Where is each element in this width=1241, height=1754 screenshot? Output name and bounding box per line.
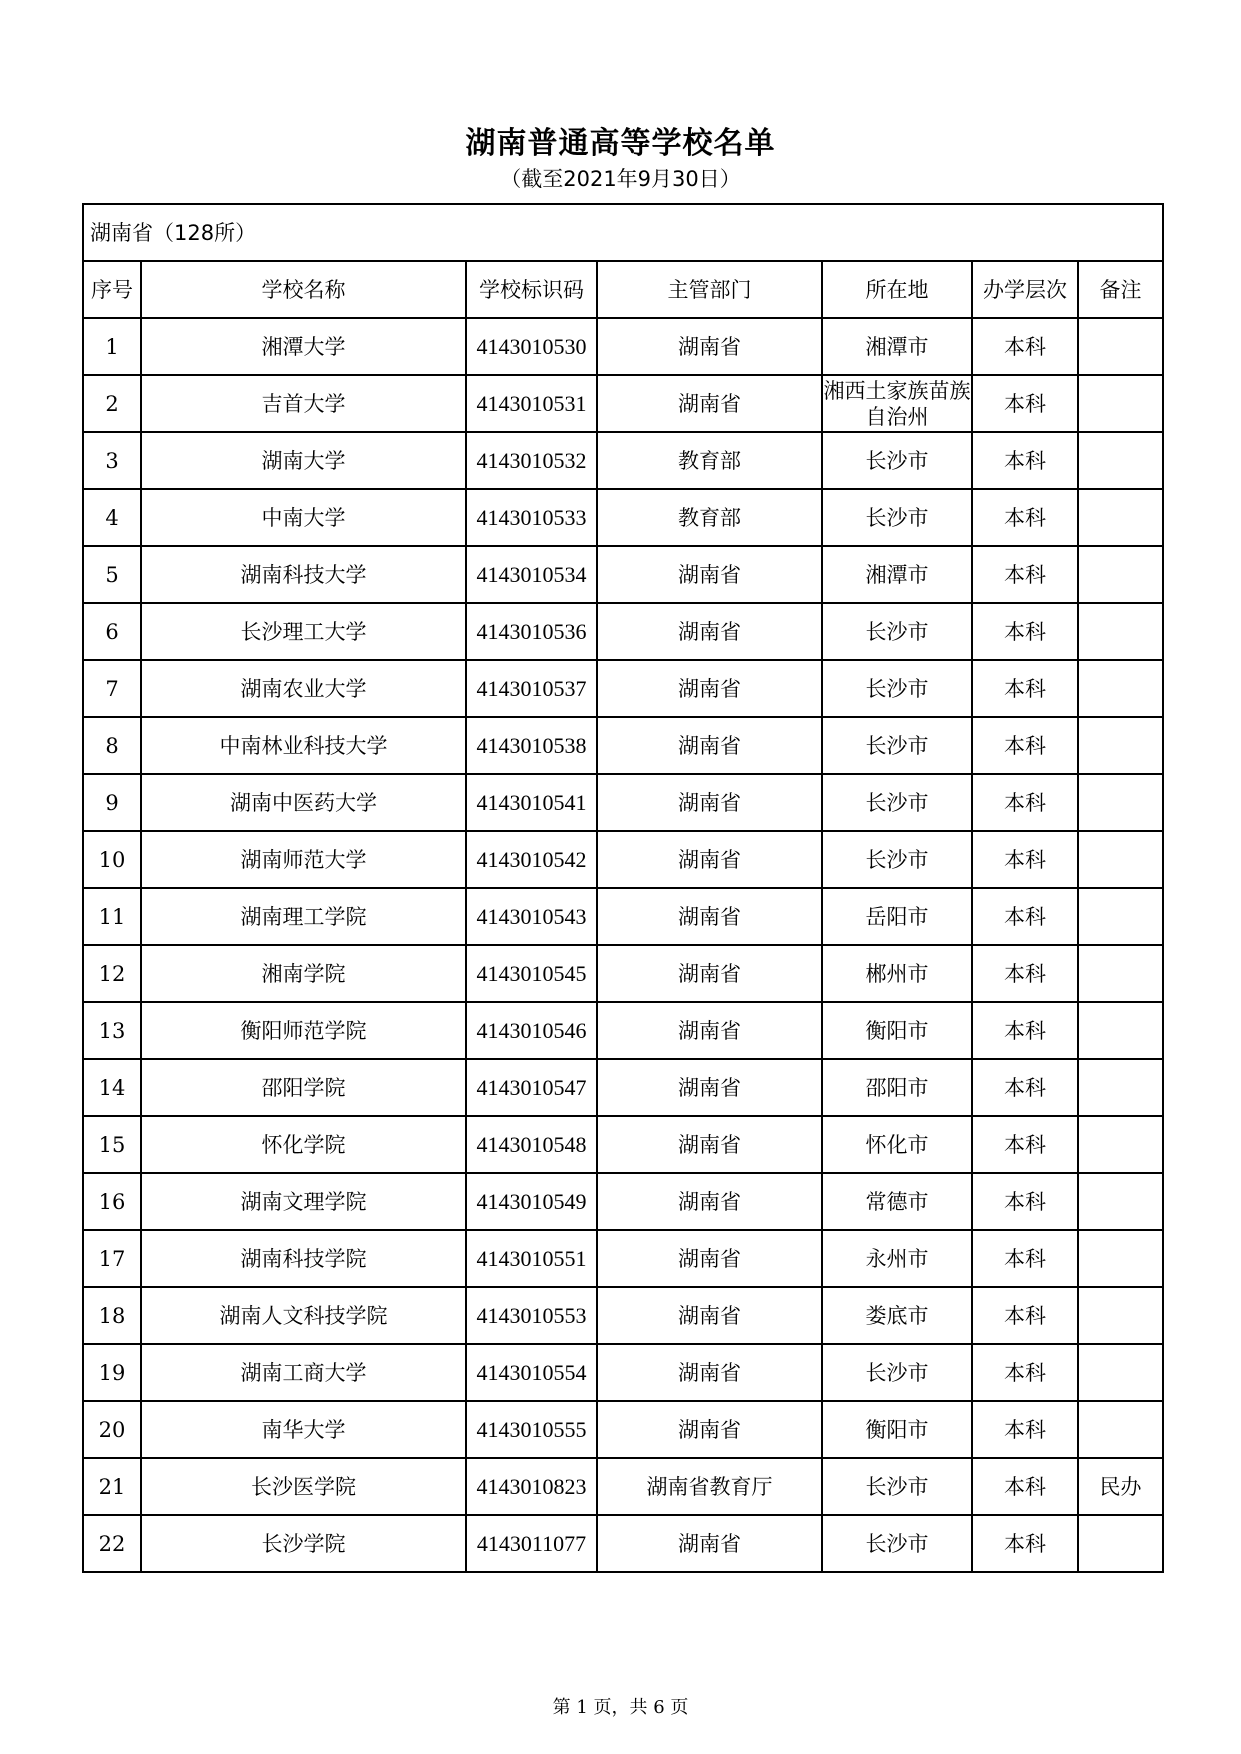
school-name-cell: 湖南工商大学 bbox=[141, 1344, 466, 1401]
location-cell: 湘潭市 bbox=[822, 546, 972, 603]
row-index-cell: 18 bbox=[83, 1287, 141, 1344]
department-cell: 湖南省 bbox=[597, 1401, 822, 1458]
row-index-cell: 13 bbox=[83, 1002, 141, 1059]
page-footer: 第 1 页，共 6 页 bbox=[552, 1697, 689, 1718]
department-cell: 湖南省 bbox=[597, 1002, 822, 1059]
level-cell: 本科 bbox=[972, 1116, 1078, 1173]
table-body bbox=[83, 318, 1163, 1572]
level-cell: 本科 bbox=[972, 660, 1078, 717]
level-cell: 本科 bbox=[972, 432, 1078, 489]
table-row bbox=[83, 774, 1163, 831]
remarks-cell bbox=[1078, 1344, 1163, 1401]
remarks-cell bbox=[1078, 546, 1163, 603]
level-cell: 本科 bbox=[972, 1002, 1078, 1059]
department-cell: 湖南省 bbox=[597, 1287, 822, 1344]
row-index-cell: 19 bbox=[83, 1344, 141, 1401]
department-cell: 湖南省 bbox=[597, 1173, 822, 1230]
location-cell: 长沙市 bbox=[822, 831, 972, 888]
school-code-cell: 4143010533 bbox=[466, 489, 597, 546]
remarks-cell bbox=[1078, 660, 1163, 717]
level-cell: 本科 bbox=[972, 1287, 1078, 1344]
location-cell: 长沙市 bbox=[822, 1344, 972, 1401]
school-code-cell: 4143010530 bbox=[466, 318, 597, 375]
level-cell: 本科 bbox=[972, 717, 1078, 774]
department-cell: 湖南省 bbox=[597, 1116, 822, 1173]
province-row bbox=[83, 204, 1163, 261]
school-name-cell: 中南林业科技大学 bbox=[141, 717, 466, 774]
department-cell: 教育部 bbox=[597, 432, 822, 489]
school-name-cell: 邵阳学院 bbox=[141, 1059, 466, 1116]
table-row bbox=[83, 945, 1163, 1002]
row-index-cell: 15 bbox=[83, 1116, 141, 1173]
location-cell: 湘西土家族苗族自治州 bbox=[822, 375, 972, 432]
school-name-cell: 长沙医学院 bbox=[141, 1458, 466, 1515]
location-cell: 长沙市 bbox=[822, 717, 972, 774]
school-code-cell: 4143010538 bbox=[466, 717, 597, 774]
table-row bbox=[83, 603, 1163, 660]
table-row bbox=[83, 375, 1163, 432]
school-code-cell: 4143011077 bbox=[466, 1515, 597, 1572]
school-name-cell: 湖南科技学院 bbox=[141, 1230, 466, 1287]
location-cell: 永州市 bbox=[822, 1230, 972, 1287]
school-code-cell: 4143010554 bbox=[466, 1344, 597, 1401]
row-index-cell: 20 bbox=[83, 1401, 141, 1458]
school-code-cell: 4143010548 bbox=[466, 1116, 597, 1173]
location-cell: 怀化市 bbox=[822, 1116, 972, 1173]
row-index-cell: 11 bbox=[83, 888, 141, 945]
department-cell: 教育部 bbox=[597, 489, 822, 546]
school-code-cell: 4143010555 bbox=[466, 1401, 597, 1458]
school-code-cell: 4143010549 bbox=[466, 1173, 597, 1230]
department-cell: 湖南省 bbox=[597, 888, 822, 945]
table-row bbox=[83, 318, 1163, 375]
level-cell: 本科 bbox=[972, 546, 1078, 603]
department-cell: 湖南省 bbox=[597, 603, 822, 660]
row-index-cell: 3 bbox=[83, 432, 141, 489]
row-index-cell: 4 bbox=[83, 489, 141, 546]
remarks-cell bbox=[1078, 774, 1163, 831]
remarks-cell bbox=[1078, 945, 1163, 1002]
table-row bbox=[83, 831, 1163, 888]
department-cell: 湖南省 bbox=[597, 1515, 822, 1572]
remarks-cell bbox=[1078, 717, 1163, 774]
table-row bbox=[83, 660, 1163, 717]
column-header-department: 主管部门 bbox=[597, 261, 822, 318]
school-name-cell: 湖南文理学院 bbox=[141, 1173, 466, 1230]
department-cell: 湖南省 bbox=[597, 318, 822, 375]
school-name-cell: 吉首大学 bbox=[141, 375, 466, 432]
school-name-cell: 南华大学 bbox=[141, 1401, 466, 1458]
location-cell: 长沙市 bbox=[822, 774, 972, 831]
row-index-cell: 17 bbox=[83, 1230, 141, 1287]
row-index-cell: 9 bbox=[83, 774, 141, 831]
row-index-cell: 14 bbox=[83, 1059, 141, 1116]
school-code-cell: 4143010536 bbox=[466, 603, 597, 660]
row-index-cell: 22 bbox=[83, 1515, 141, 1572]
location-cell: 长沙市 bbox=[822, 489, 972, 546]
level-cell: 本科 bbox=[972, 1515, 1078, 1572]
department-cell: 湖南省教育厅 bbox=[597, 1458, 822, 1515]
school-name-cell: 中南大学 bbox=[141, 489, 466, 546]
remarks-cell bbox=[1078, 375, 1163, 432]
table-row bbox=[83, 1401, 1163, 1458]
department-cell: 湖南省 bbox=[597, 660, 822, 717]
school-name-cell: 湘南学院 bbox=[141, 945, 466, 1002]
department-cell: 湖南省 bbox=[597, 1344, 822, 1401]
school-code-cell: 4143010547 bbox=[466, 1059, 597, 1116]
document-title: 湖南普通高等学校名单 bbox=[465, 126, 776, 161]
school-code-cell: 4143010537 bbox=[466, 660, 597, 717]
table-row bbox=[83, 1173, 1163, 1230]
level-cell: 本科 bbox=[972, 1059, 1078, 1116]
column-header-level: 办学层次 bbox=[972, 261, 1078, 318]
school-name-cell: 衡阳师范学院 bbox=[141, 1002, 466, 1059]
department-cell: 湖南省 bbox=[597, 1059, 822, 1116]
row-index-cell: 16 bbox=[83, 1173, 141, 1230]
department-cell: 湖南省 bbox=[597, 1230, 822, 1287]
remarks-cell bbox=[1078, 1287, 1163, 1344]
remarks-cell bbox=[1078, 1230, 1163, 1287]
row-index-cell: 1 bbox=[83, 318, 141, 375]
table-row bbox=[83, 1116, 1163, 1173]
level-cell: 本科 bbox=[972, 375, 1078, 432]
school-code-cell: 4143010532 bbox=[466, 432, 597, 489]
location-cell: 长沙市 bbox=[822, 1515, 972, 1572]
school-code-cell: 4143010534 bbox=[466, 546, 597, 603]
remarks-cell bbox=[1078, 318, 1163, 375]
location-cell: 郴州市 bbox=[822, 945, 972, 1002]
remarks-cell bbox=[1078, 1173, 1163, 1230]
department-cell: 湖南省 bbox=[597, 945, 822, 1002]
document-subtitle: （截至2021年9月30日） bbox=[500, 167, 741, 191]
school-code-cell: 4143010553 bbox=[466, 1287, 597, 1344]
school-code-cell: 4143010551 bbox=[466, 1230, 597, 1287]
location-cell: 湘潭市 bbox=[822, 318, 972, 375]
department-cell: 湖南省 bbox=[597, 831, 822, 888]
row-index-cell: 10 bbox=[83, 831, 141, 888]
table-row bbox=[83, 717, 1163, 774]
level-cell: 本科 bbox=[972, 1173, 1078, 1230]
school-name-cell: 湖南科技大学 bbox=[141, 546, 466, 603]
remarks-cell bbox=[1078, 1116, 1163, 1173]
table-row bbox=[83, 1230, 1163, 1287]
column-header-location: 所在地 bbox=[822, 261, 972, 318]
level-cell: 本科 bbox=[972, 1401, 1078, 1458]
school-name-cell: 湖南中医药大学 bbox=[141, 774, 466, 831]
row-index-cell: 21 bbox=[83, 1458, 141, 1515]
school-name-cell: 湖南师范大学 bbox=[141, 831, 466, 888]
remarks-cell bbox=[1078, 489, 1163, 546]
row-index-cell: 12 bbox=[83, 945, 141, 1002]
remarks-cell bbox=[1078, 831, 1163, 888]
school-name-cell: 湖南大学 bbox=[141, 432, 466, 489]
table-row bbox=[83, 489, 1163, 546]
column-header-row bbox=[83, 261, 1163, 318]
level-cell: 本科 bbox=[972, 774, 1078, 831]
province-header: 湖南省（128所） bbox=[83, 204, 1163, 261]
column-header-index: 序号 bbox=[83, 261, 141, 318]
school-list-table bbox=[82, 203, 1164, 1573]
row-index-cell: 8 bbox=[83, 717, 141, 774]
table-row bbox=[83, 1458, 1163, 1515]
department-cell: 湖南省 bbox=[597, 375, 822, 432]
table-row bbox=[83, 546, 1163, 603]
school-code-cell: 4143010543 bbox=[466, 888, 597, 945]
table-row bbox=[83, 1287, 1163, 1344]
school-name-cell: 长沙理工大学 bbox=[141, 603, 466, 660]
location-cell: 邵阳市 bbox=[822, 1059, 972, 1116]
column-header-school-code: 学校标识码 bbox=[466, 261, 597, 318]
remarks-cell bbox=[1078, 1515, 1163, 1572]
level-cell: 本科 bbox=[972, 1230, 1078, 1287]
location-cell: 衡阳市 bbox=[822, 1002, 972, 1059]
table-row bbox=[83, 888, 1163, 945]
school-name-cell: 湖南农业大学 bbox=[141, 660, 466, 717]
level-cell: 本科 bbox=[972, 1344, 1078, 1401]
location-cell: 娄底市 bbox=[822, 1287, 972, 1344]
remarks-cell bbox=[1078, 1002, 1163, 1059]
column-header-remarks: 备注 bbox=[1078, 261, 1163, 318]
level-cell: 本科 bbox=[972, 489, 1078, 546]
school-code-cell: 4143010542 bbox=[466, 831, 597, 888]
department-cell: 湖南省 bbox=[597, 546, 822, 603]
location-cell: 衡阳市 bbox=[822, 1401, 972, 1458]
level-cell: 本科 bbox=[972, 888, 1078, 945]
school-code-cell: 4143010546 bbox=[466, 1002, 597, 1059]
remarks-cell bbox=[1078, 1059, 1163, 1116]
table-row bbox=[83, 1002, 1163, 1059]
department-cell: 湖南省 bbox=[597, 717, 822, 774]
department-cell: 湖南省 bbox=[597, 774, 822, 831]
school-name-cell: 长沙学院 bbox=[141, 1515, 466, 1572]
remarks-cell bbox=[1078, 432, 1163, 489]
location-cell: 长沙市 bbox=[822, 432, 972, 489]
row-index-cell: 7 bbox=[83, 660, 141, 717]
school-code-cell: 4143010545 bbox=[466, 945, 597, 1002]
location-cell: 长沙市 bbox=[822, 1458, 972, 1515]
location-cell: 岳阳市 bbox=[822, 888, 972, 945]
location-cell: 常德市 bbox=[822, 1173, 972, 1230]
row-index-cell: 5 bbox=[83, 546, 141, 603]
school-name-cell: 湖南人文科技学院 bbox=[141, 1287, 466, 1344]
table-row bbox=[83, 1515, 1163, 1572]
remarks-cell bbox=[1078, 603, 1163, 660]
remarks-cell bbox=[1078, 888, 1163, 945]
level-cell: 本科 bbox=[972, 603, 1078, 660]
school-code-cell: 4143010531 bbox=[466, 375, 597, 432]
table-row bbox=[83, 1344, 1163, 1401]
level-cell: 本科 bbox=[972, 1458, 1078, 1515]
school-code-cell: 4143010541 bbox=[466, 774, 597, 831]
remarks-cell bbox=[1078, 1401, 1163, 1458]
row-index-cell: 2 bbox=[83, 375, 141, 432]
remarks-cell: 民办 bbox=[1078, 1458, 1163, 1515]
level-cell: 本科 bbox=[972, 945, 1078, 1002]
location-cell: 长沙市 bbox=[822, 660, 972, 717]
level-cell: 本科 bbox=[972, 318, 1078, 375]
school-name-cell: 湘潭大学 bbox=[141, 318, 466, 375]
school-code-cell: 4143010823 bbox=[466, 1458, 597, 1515]
column-header-school-name: 学校名称 bbox=[141, 261, 466, 318]
table-row bbox=[83, 432, 1163, 489]
school-name-cell: 湖南理工学院 bbox=[141, 888, 466, 945]
table-row bbox=[83, 1059, 1163, 1116]
row-index-cell: 6 bbox=[83, 603, 141, 660]
location-cell: 长沙市 bbox=[822, 603, 972, 660]
level-cell: 本科 bbox=[972, 831, 1078, 888]
school-name-cell: 怀化学院 bbox=[141, 1116, 466, 1173]
